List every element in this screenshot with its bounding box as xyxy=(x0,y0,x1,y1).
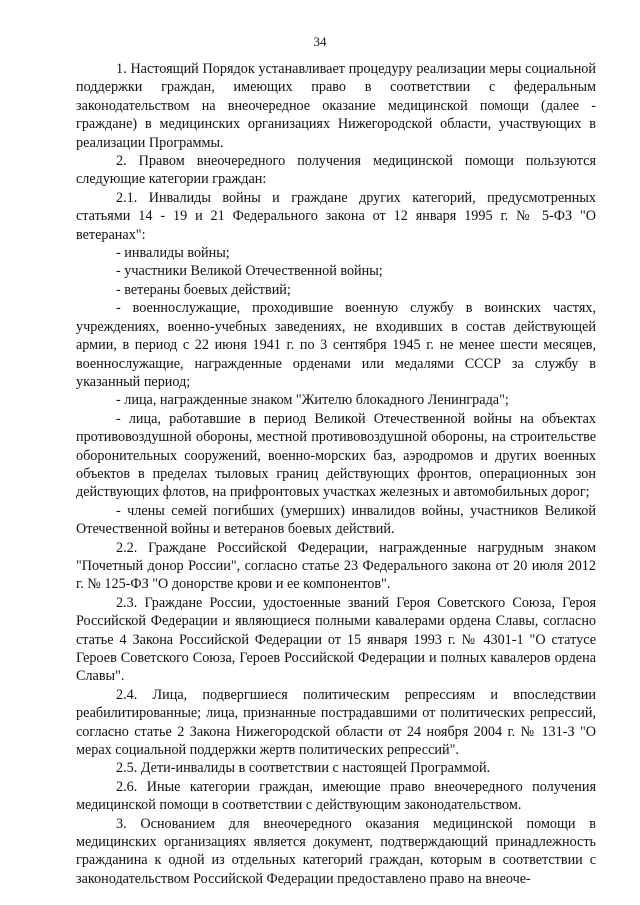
paragraph-2-2: 2.2. Граждане Российской Федерации, награжденные нагрудным знаком "Почетный донор России", согласно статье 23 Федерального закона от 20 июля 2012 г. № 125-ФЗ "О донорстве крови и ее компонентов". xyxy=(76,539,596,593)
paragraph-1: 1. Настоящий Порядок устанавливает процедуру реализации меры социальной поддержки граждан, имеющих право в соответствии с федеральным законодательством на внеочередное оказание медицинской помощи (далее - граждане) в медицинских организациях Нижегородской области, участвующих в реализации Программы. xyxy=(76,61,596,151)
document-body xyxy=(76,60,596,888)
paragraph-2: 2. Правом внеочередного получения медицинской помощи пользуются следующие категории граждан: xyxy=(76,153,596,188)
paragraph-2-5: 2.5. Дети-инвалиды в соответствии с настоящей Программой. xyxy=(116,760,491,777)
paragraph-2-4: 2.4. Лица, подвергшиеся политическим репрессиям и впоследствии реабилитированные; лица, признанные пострадавшими от политических репрессий, согласно статье 2 Закона Нижегородской области от 24 ноября 2004 г. № 131-З "О мерах социальной поддержки жертв политических репрессий". xyxy=(76,686,596,759)
paragraph-2-6: 2.6. Иные категории граждан, имеющие право внеочередного получения медицинской помощи в соответствии с действующим законодательством. xyxy=(76,778,596,814)
list-item-defense-workers: - лица, работавшие в период Великой Отечественной войны на объектах противовоздушной обороны, местной противовоздушной обороны, на строительстве оборонительных сооружений, военно-морских баз, аэродромов и других военных объектов в пределах тыловых границ действующих фронтов, операционных зон действующих флотов, на прифронтовых участках железных и автомобильных дорог; xyxy=(76,410,596,501)
list-item-combat-veterans: - ветераны боевых действий; xyxy=(116,281,291,298)
page-number: 34 xyxy=(313,34,327,49)
paragraph-2-3: 2.3. Граждане России, удостоенные званий Героя Советского Союза, Героя Российской Федерации и являющиеся полными кавалерами ордена Славы, согласно статье 4 Закона Российской Федерации от 15 января 1993 г. № 4301-1 "О статусе Героев Советского Союза, Героев Российской Федерации и полных кавалеров ордена Славы". xyxy=(76,594,596,685)
paragraph-2-1: 2.1. Инвалиды войны и граждане других категорий, предусмотренных статьями 14 - 19 и 21 Федерального закона от 12 января 1995 г. № 5-ФЗ "О ветеранах": xyxy=(76,189,596,243)
list-item-family-members: - члены семей погибших (умерших) инвалидов войны, участников Великой Отечественной войны и ветеранов боевых действий. xyxy=(76,502,596,538)
paragraph-3: 3. Основанием для внеочередного оказания медицинской помощи в медицинских организациях является документ, подтверждающий принадлежность гражданина к одной из отдельных категорий граждан, которым в соответствии с законодательством Российской Федерации предоставлено право на внеоче- xyxy=(76,815,596,887)
list-item-war-invalids: - инвалиды войны; xyxy=(116,245,230,262)
list-item-leningrad-blockade: - лица, награжденные знаком "Жителю блокадного Ленинграда"; xyxy=(116,392,509,409)
list-item-military-servicemen: - военнослужащие, проходившие военную службу в воинских частях, учреждениях, военно-учебных заведениях, не входивших в состав действующей армии, в период с 22 июня 1941 г. по 3 сентября 1945 г. не менее шести месяцев, военнослужащие, награжденные орденами или медалями СССР за службу в указанный период; xyxy=(76,300,596,390)
list-item-war-participants: - участники Великой Отечественной войны; xyxy=(116,263,383,280)
